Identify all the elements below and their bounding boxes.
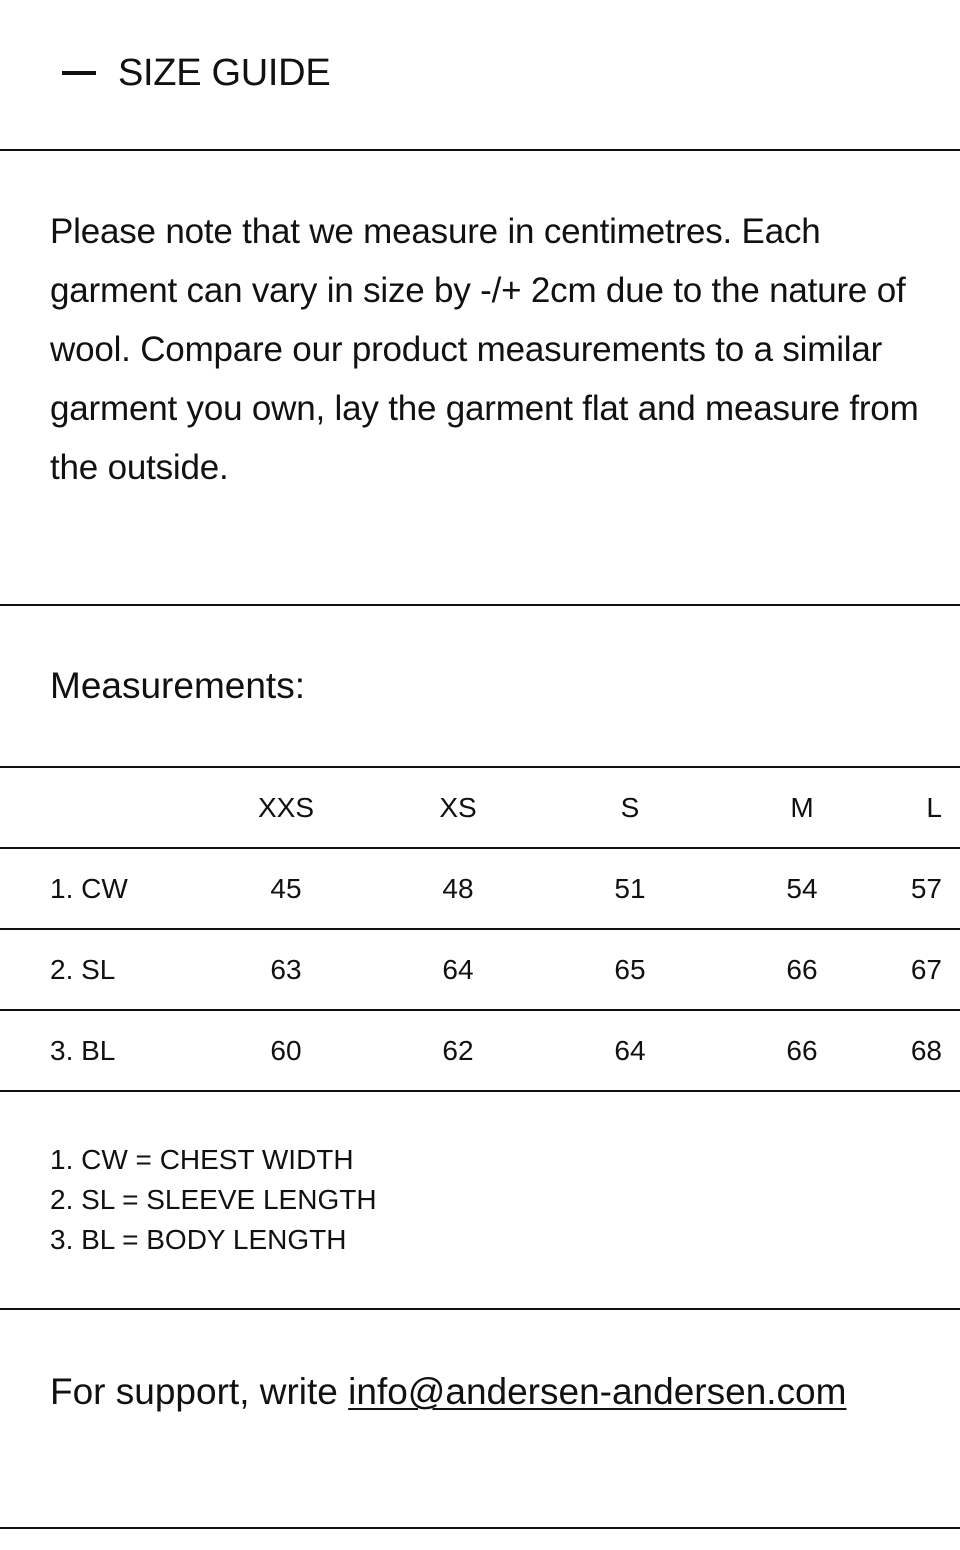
size-guide-toggle[interactable] xyxy=(0,0,960,150)
measurement-cell: 60 xyxy=(200,1010,372,1091)
measurement-cell: 66 xyxy=(716,1010,888,1091)
divider xyxy=(0,1527,960,1529)
row-label: 3. BL xyxy=(0,1010,200,1091)
size-column-header: L xyxy=(888,767,960,848)
measurement-cell: 67 xyxy=(888,929,960,1010)
measurements-heading: Measurements: xyxy=(50,665,305,706)
measurement-legend xyxy=(50,1140,377,1260)
row-label: 1. CW xyxy=(0,848,200,929)
measurement-cell: 57 xyxy=(888,848,960,929)
table-row xyxy=(0,929,960,1010)
measurement-cell: 64 xyxy=(544,1010,716,1091)
minus-icon xyxy=(62,71,96,75)
divider xyxy=(0,604,960,606)
measurement-cell: 51 xyxy=(544,848,716,929)
size-table-header-row xyxy=(0,767,960,848)
measurement-cell: 63 xyxy=(200,929,372,1010)
legend-item: 3. BL = BODY LENGTH xyxy=(50,1224,347,1255)
measurement-cell: 64 xyxy=(372,929,544,1010)
table-row xyxy=(0,848,960,929)
legend-item: 2. SL = SLEEVE LENGTH xyxy=(50,1184,377,1215)
size-table xyxy=(0,766,960,1092)
size-column-header: XXS xyxy=(200,767,372,848)
size-guide-title: SIZE GUIDE xyxy=(118,52,331,94)
support-email-link[interactable]: info@andersen-andersen.com xyxy=(348,1371,847,1412)
measurement-cell: 54 xyxy=(716,848,888,929)
measurement-cell: 48 xyxy=(372,848,544,929)
size-column-header: M xyxy=(716,767,888,848)
measurement-cell: 68 xyxy=(888,1010,960,1091)
divider xyxy=(0,149,960,151)
size-guide-intro: Please note that we measure in centimetres. Each garment can vary in size by -/+ 2cm due to the nature of wool. Compare our product measurements to a similar garment you own, lay the garment flat and measure from the outside. xyxy=(50,212,919,487)
support-text xyxy=(50,1362,930,1421)
measurement-cell: 62 xyxy=(372,1010,544,1091)
measurement-cell: 66 xyxy=(716,929,888,1010)
row-label: 2. SL xyxy=(0,929,200,1010)
support-prefix: For support, write xyxy=(50,1371,349,1412)
measurement-cell: 65 xyxy=(544,929,716,1010)
measurement-cell: 45 xyxy=(200,848,372,929)
legend-item: 1. CW = CHEST WIDTH xyxy=(50,1144,354,1175)
size-column-header xyxy=(0,767,200,848)
divider xyxy=(0,1308,960,1310)
size-column-header: S xyxy=(544,767,716,848)
size-column-header: XS xyxy=(372,767,544,848)
table-row xyxy=(0,1010,960,1091)
